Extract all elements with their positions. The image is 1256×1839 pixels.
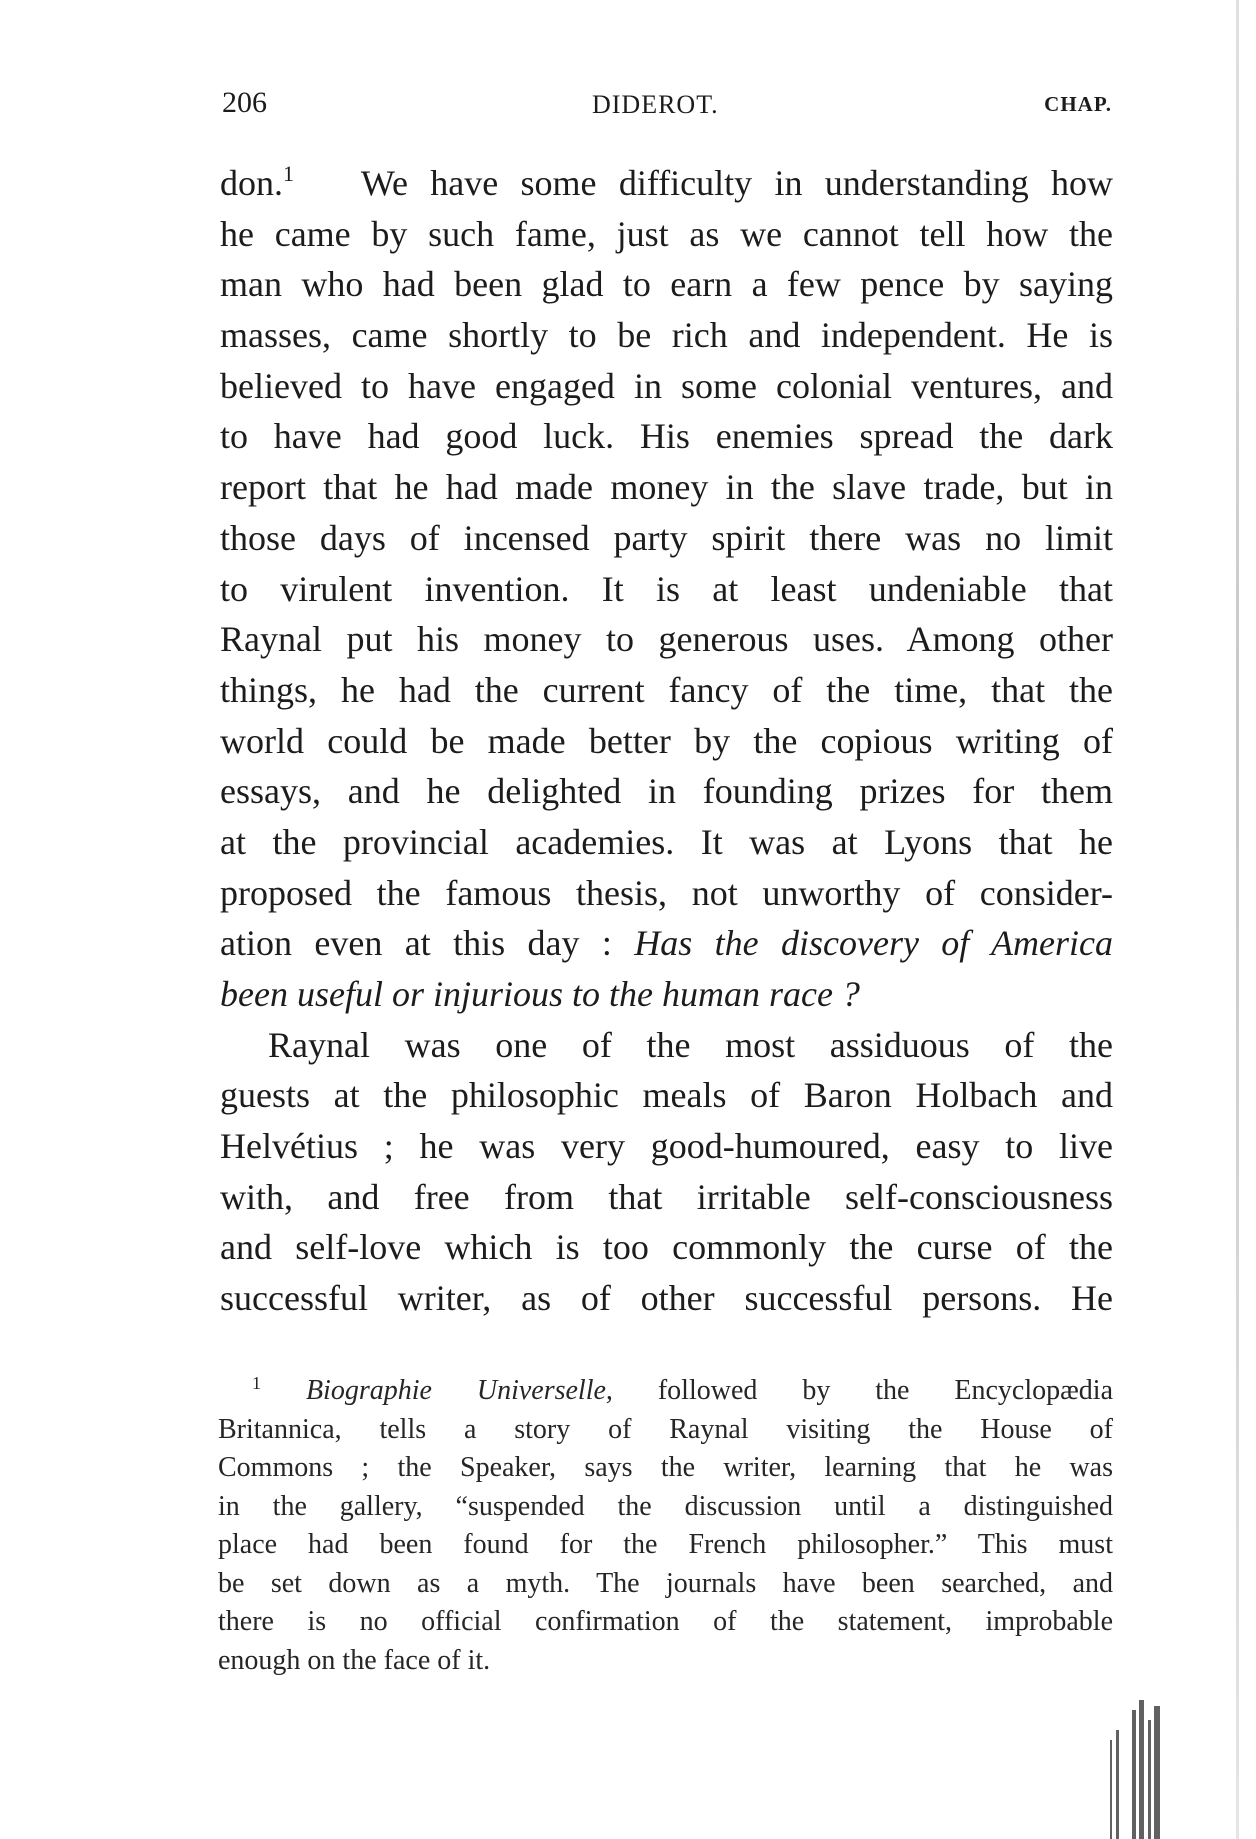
text-line: successful writer, as of other successful persons. He <box>220 1278 1113 1319</box>
scan-edge-marks <box>1040 1700 1190 1839</box>
footnote-line: there is no official confirmation of the statement, improbable <box>218 1606 1113 1637</box>
text-line <box>220 158 1113 209</box>
text-line: Raynal put his money to generous uses. Among other <box>220 619 1113 660</box>
text-line-content: ation even at this day : <box>220 923 612 964</box>
footnote-italic-title: Biographie Universelle, <box>305 1375 613 1406</box>
page-edge-shadow <box>1236 0 1239 1839</box>
paragraph-start-line: Raynal was one of the most assiduous of the <box>268 1024 1113 1065</box>
footnote-line: place had been found for the French philosopher.” This must <box>218 1529 1113 1560</box>
body-text <box>220 158 1113 1324</box>
footnote-line: be set down as a myth. The journals have been searched, and <box>218 1567 1113 1599</box>
text-line-content: We have some difficulty in understanding how <box>360 163 1114 203</box>
text-line: believed to have engaged in some colonial ventures, and <box>220 365 1113 406</box>
footnote <box>218 1372 1113 1680</box>
footnote-line <box>218 1372 1113 1411</box>
text-line: essays, and he delighted in founding prizes for them <box>220 771 1113 812</box>
text-line: with, and free from that irritable self-consciousness <box>220 1176 1113 1217</box>
text-line: man who had been glad to earn a few pence by saying <box>220 264 1113 305</box>
text-line: he came by such fame, just as we cannot tell how the <box>220 213 1113 254</box>
text-line: proposed the famous thesis, not unworthy of consider- <box>220 872 1113 913</box>
footnote-line-rest: followed by the Encyclopædia <box>657 1375 1114 1406</box>
text-line <box>220 918 1113 969</box>
footnote-line: in the gallery, “suspended the discussion until a distinguished <box>218 1490 1113 1522</box>
thesis-italic: Has the discovery of America <box>634 923 1114 964</box>
footnote-marker: 1 <box>252 1373 261 1393</box>
text-line: masses, came shortly to be rich and independent. He is <box>220 315 1113 356</box>
footnote-line: enough on the face of it. <box>218 1644 491 1676</box>
thesis-italic-line: been useful or injurious to the human race ? <box>220 974 860 1014</box>
chapter-label: CHAP. <box>1044 92 1112 116</box>
text-line: guests at the philosophic meals of Baron Holbach and <box>220 1075 1113 1116</box>
text-line: and self-love which is too commonly the curse of the <box>220 1227 1113 1268</box>
footnote-line: Britannica, tells a story of Raynal visiting the House of <box>218 1413 1113 1445</box>
text-line: world could be made better by the copious writing of <box>220 720 1113 761</box>
footnote-line: Commons ; the Speaker, says the writer, learning that he was <box>218 1452 1113 1483</box>
footnote-reference: 1 <box>283 161 294 186</box>
running-header <box>222 86 1112 126</box>
text-line: at the provincial academies. It was at Lyons that he <box>220 821 1113 862</box>
text-line: to have had good luck. His enemies spread the dark <box>220 416 1113 457</box>
text-line: things, he had the current fancy of the time, that the <box>220 669 1113 710</box>
page-number: 206 <box>222 86 267 119</box>
text-line: to virulent invention. It is at least undeniable that <box>220 568 1113 609</box>
text-line: report that he had made money in the slave trade, but in <box>220 467 1113 508</box>
text-line: Helvétius ; he was very good-humoured, easy to live <box>220 1126 1113 1167</box>
running-title: DIDEROT. <box>592 90 719 119</box>
line-start-word: don. <box>220 163 283 203</box>
text-line: those days of incensed party spirit there was no limit <box>220 517 1113 558</box>
